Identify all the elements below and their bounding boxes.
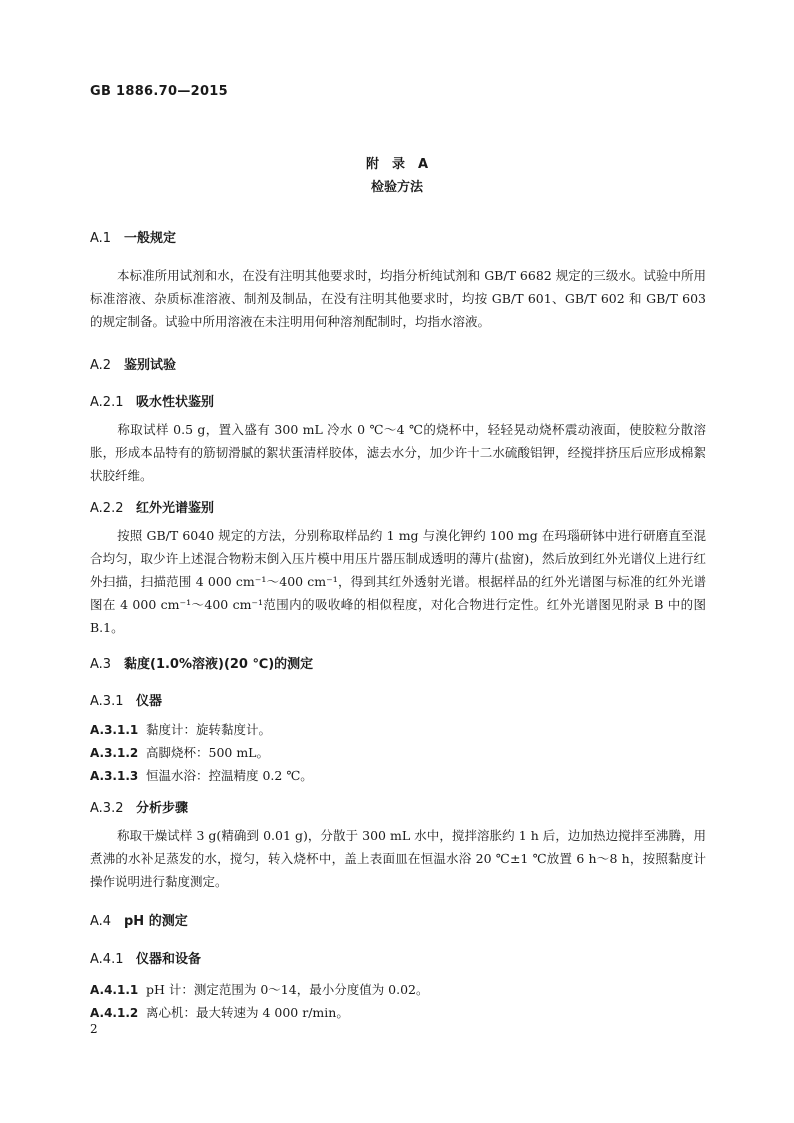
section-a1-paragraph: [90, 264, 706, 333]
section-number: A.4: [90, 914, 112, 929]
page-number: 2: [90, 1022, 98, 1036]
section-a22-heading: [90, 497, 214, 516]
section-title: 分析步骤: [136, 801, 189, 816]
section-title: 红外光谱鉴别: [136, 501, 215, 516]
item-a313: [90, 766, 313, 784]
item-number: A.4.1.1: [90, 983, 139, 997]
section-number: A.3: [90, 657, 112, 672]
section-title: 仪器和设备: [136, 952, 202, 967]
item-number: A.3.1.3: [90, 769, 139, 783]
section-a32-heading: [90, 797, 188, 816]
item-number: A.3.1.2: [90, 746, 139, 760]
section-title: 黏度(1.0%溶液)(20 ℃)的测定: [124, 657, 314, 672]
section-title: 鉴别试验: [124, 358, 177, 373]
item-text: 离心机：最大转速为 4 000 r/min。: [146, 1005, 349, 1020]
section-a41-heading: [90, 948, 201, 967]
section-a22-paragraph: [90, 524, 706, 639]
item-a411: [90, 980, 429, 998]
section-title: 一般规定: [124, 231, 177, 246]
section-number: A.4.1: [90, 952, 124, 967]
paragraph-text: 称取干燥试样 3 g(精确到 0.01 g)，分散于 300 mL 水中，搅拌溶胀约 1 h 后，边加热边搅拌至沸腾，用煮沸的水补足蒸发的水，搅匀，转入烧杯中，盖上表面皿在恒温水浴 20 ℃±1 ℃放置 6 h～8 h，按照黏度计操作说明进行黏度测定。: [90, 828, 706, 889]
appendix-subtitle: 检验方法: [370, 180, 423, 195]
item-text: 黏度计：旋转黏度计。: [146, 722, 272, 737]
item-a412: [90, 1003, 349, 1021]
paragraph-text: 按照 GB/T 6040 规定的方法，分别称取样品约 1 mg 与溴化钾约 100 mg 在玛瑙研钵中进行研磨直至混合均匀，取少许上述混合物粉末倒入压片模中用压片器压制成透明的薄片(盐窗)，然后放到红外光谱仪上进行红外扫描，扫描范围 4 000 cm⁻¹～400 cm⁻¹，得到其红外透射光谱。根据样品的红外光谱图与标准的红外光谱图在 4 000 cm⁻¹～400 cm⁻¹范围内的吸收峰的相似程度，对化合物进行定性。红外光谱图见附录 B 中的图 B.1。: [90, 528, 706, 635]
section-a1-heading: [90, 227, 176, 246]
item-a311: [90, 720, 271, 738]
section-number: A.2.2: [90, 501, 124, 516]
appendix-title: 附 录 A: [365, 157, 429, 172]
section-number: A.2.1: [90, 395, 124, 410]
paragraph-text: 本标准所用试剂和水，在没有注明其他要求时，均指分析纯试剂和 GB/T 6682 规定的三级水。试验中所用标准溶液、杂质标准溶液、制剂及制品，在没有注明其他要求时，均按 GB/T 601、GB/T 602 和 GB/T 603 的规定制备。试验中所用溶液在未注明用何种溶剂配制时，均指水溶液。: [90, 268, 706, 329]
section-a3-heading: [90, 653, 313, 672]
paragraph-text: 称取试样 0.5 g，置入盛有 300 mL 冷水 0 ℃～4 ℃的烧杯中，轻轻晃动烧杯震动液面，使胶粒分散溶胀，形成本品特有的筋韧滑腻的絮状蛋清样胶体，滤去水分，加少许十二水硫酸铝钾，经搅拌挤压后应形成棉絮状胶纤维。: [90, 422, 706, 483]
section-a31-heading: [90, 690, 162, 709]
section-a21-paragraph: [90, 418, 706, 487]
item-number: A.4.1.2: [90, 1006, 139, 1020]
section-number: A.3.1: [90, 694, 124, 709]
section-a21-heading: [90, 391, 214, 410]
section-a2-heading: [90, 354, 176, 373]
section-title: 吸水性状鉴别: [136, 395, 215, 410]
item-text: pH 计：测定范围为 0～14，最小分度值为 0.02。: [146, 982, 429, 997]
section-title: pH 的测定: [124, 914, 188, 929]
section-number: A.1: [90, 231, 112, 246]
item-text: 恒温水浴：控温精度 0.2 ℃。: [146, 768, 313, 783]
section-number: A.2: [90, 358, 112, 373]
standard-code-header: GB 1886.70—2015: [90, 84, 228, 99]
section-number: A.3.2: [90, 801, 124, 816]
section-a4-heading: [90, 910, 188, 929]
item-number: A.3.1.1: [90, 723, 139, 737]
section-a32-paragraph: [90, 824, 706, 893]
item-a312: [90, 743, 269, 761]
item-text: 高脚烧杯：500 mL。: [146, 745, 269, 760]
section-title: 仪器: [136, 694, 163, 709]
